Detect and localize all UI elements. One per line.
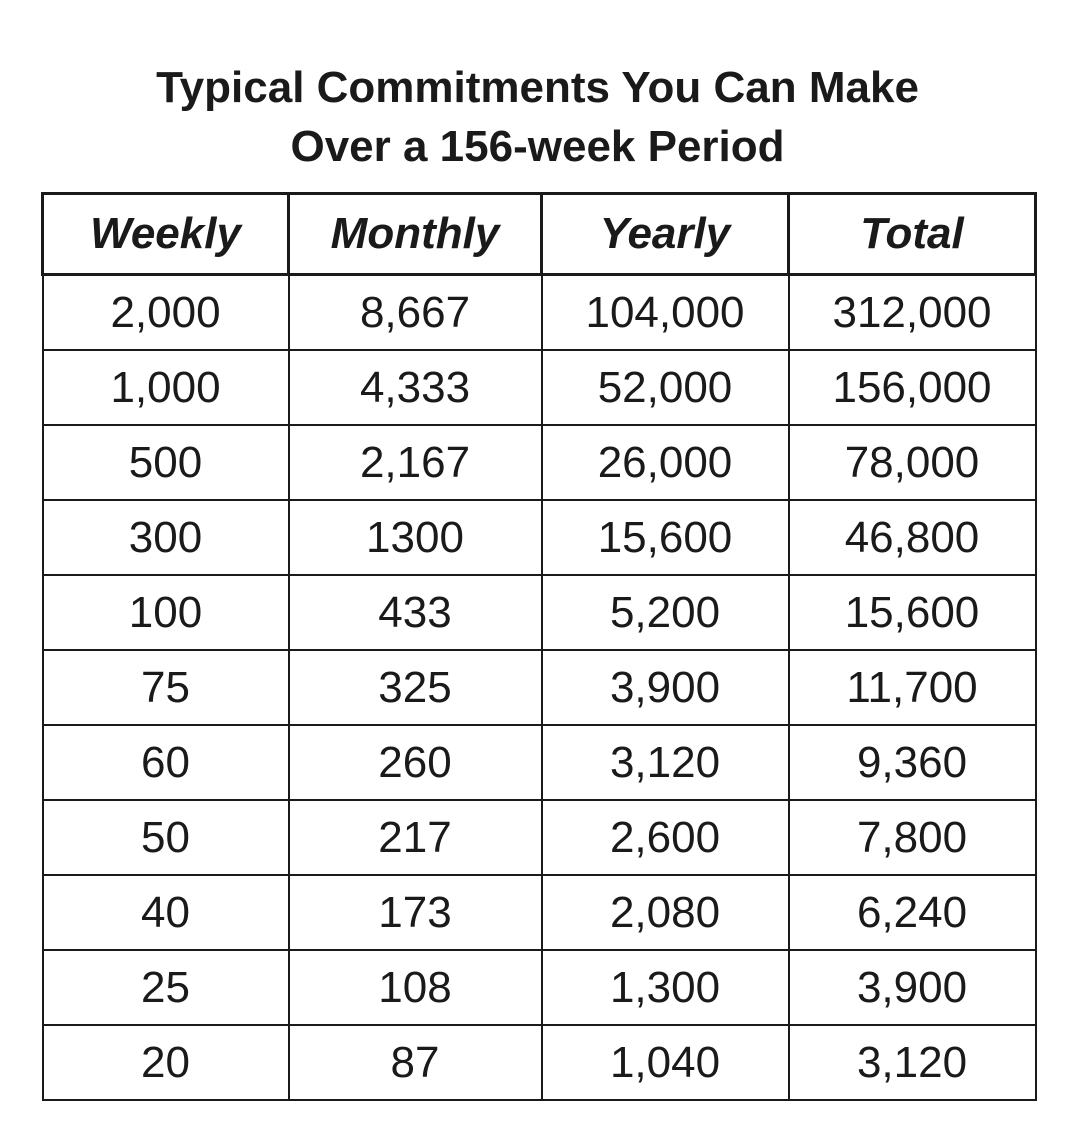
header-total: Total — [789, 194, 1036, 275]
cell-yearly: 26,000 — [542, 425, 789, 500]
table-header-row — [43, 194, 1036, 275]
cell-yearly: 2,080 — [542, 875, 789, 950]
page-title — [0, 58, 1075, 176]
cell-yearly: 3,120 — [542, 725, 789, 800]
cell-weekly: 2,000 — [43, 275, 289, 351]
table-row — [43, 1025, 1036, 1100]
cell-weekly: 1,000 — [43, 350, 289, 425]
header-monthly: Monthly — [289, 194, 542, 275]
cell-total: 6,240 — [789, 875, 1036, 950]
table-row — [43, 725, 1036, 800]
cell-total: 3,900 — [789, 950, 1036, 1025]
cell-total: 11,700 — [789, 650, 1036, 725]
cell-yearly: 1,300 — [542, 950, 789, 1025]
title-line-1: Typical Commitments You Can Make — [156, 63, 919, 112]
cell-yearly: 15,600 — [542, 500, 789, 575]
cell-weekly: 500 — [43, 425, 289, 500]
cell-monthly: 173 — [289, 875, 542, 950]
cell-total: 46,800 — [789, 500, 1036, 575]
cell-monthly: 1300 — [289, 500, 542, 575]
cell-monthly: 433 — [289, 575, 542, 650]
cell-monthly: 325 — [289, 650, 542, 725]
cell-yearly: 52,000 — [542, 350, 789, 425]
cell-total: 15,600 — [789, 575, 1036, 650]
cell-weekly: 60 — [43, 725, 289, 800]
cell-weekly: 50 — [43, 800, 289, 875]
cell-weekly: 25 — [43, 950, 289, 1025]
table-row — [43, 950, 1036, 1025]
cell-total: 3,120 — [789, 1025, 1036, 1100]
cell-yearly: 104,000 — [542, 275, 789, 351]
header-weekly: Weekly — [43, 194, 289, 275]
cell-total: 7,800 — [789, 800, 1036, 875]
cell-weekly: 300 — [43, 500, 289, 575]
cell-total: 78,000 — [789, 425, 1036, 500]
table-row — [43, 875, 1036, 950]
table-row — [43, 425, 1036, 500]
cell-yearly: 1,040 — [542, 1025, 789, 1100]
table-row — [43, 575, 1036, 650]
cell-yearly: 2,600 — [542, 800, 789, 875]
cell-total: 156,000 — [789, 350, 1036, 425]
cell-yearly: 5,200 — [542, 575, 789, 650]
cell-yearly: 3,900 — [542, 650, 789, 725]
table-row — [43, 650, 1036, 725]
cell-monthly: 260 — [289, 725, 542, 800]
cell-monthly: 108 — [289, 950, 542, 1025]
header-yearly: Yearly — [542, 194, 789, 275]
cell-monthly: 217 — [289, 800, 542, 875]
table-row — [43, 275, 1036, 351]
cell-total: 312,000 — [789, 275, 1036, 351]
cell-total: 9,360 — [789, 725, 1036, 800]
table-row — [43, 350, 1036, 425]
commitments-table — [41, 192, 1037, 1101]
cell-monthly: 8,667 — [289, 275, 542, 351]
cell-monthly: 2,167 — [289, 425, 542, 500]
cell-weekly: 75 — [43, 650, 289, 725]
cell-weekly: 100 — [43, 575, 289, 650]
cell-weekly: 40 — [43, 875, 289, 950]
cell-weekly: 20 — [43, 1025, 289, 1100]
table-row — [43, 500, 1036, 575]
cell-monthly: 4,333 — [289, 350, 542, 425]
title-line-2: Over a 156-week Period — [290, 122, 785, 171]
cell-monthly: 87 — [289, 1025, 542, 1100]
table-row — [43, 800, 1036, 875]
